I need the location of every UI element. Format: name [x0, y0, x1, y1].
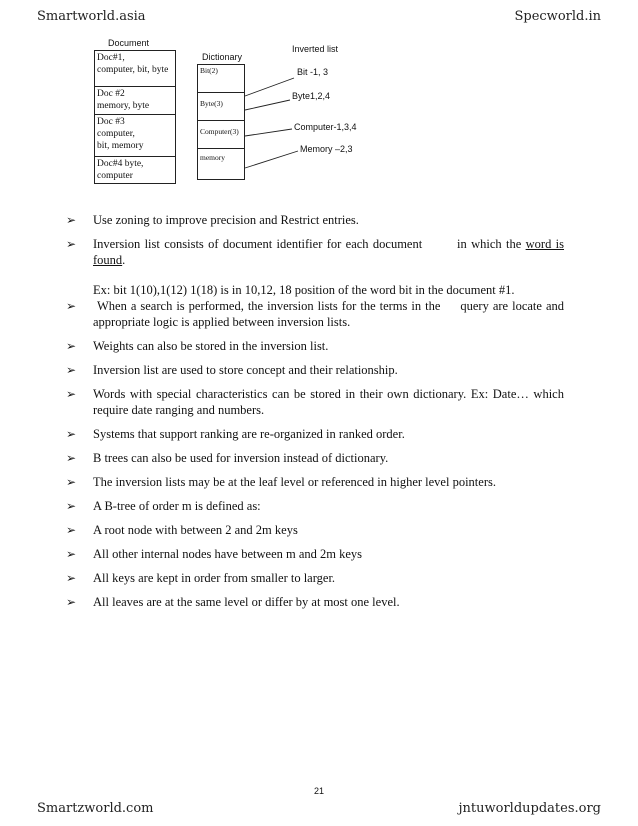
inverted-entry: Memory –2,3: [300, 144, 353, 154]
document-text: Doc#1,: [97, 53, 125, 63]
arrow-bullet-icon: ➢: [66, 363, 77, 377]
document-text: computer, bit, byte: [97, 65, 169, 75]
list-item: [66, 236, 564, 268]
connector-line: [245, 151, 298, 168]
inverted-entry: Byte1,2,4: [292, 91, 331, 101]
document-label: Document: [108, 38, 150, 48]
list-item-text: The inversion lists may be at the leaf level or referenced in higher level pointers.: [93, 475, 496, 489]
list-item-text: All other internal nodes have between m and 2m keys: [93, 547, 363, 561]
list-item: [66, 594, 564, 610]
document-text: Doc #2: [97, 89, 125, 99]
footer-right-text: jntuworldupdates.org: [458, 801, 601, 816]
inverted-entry: Computer-1,3,4: [294, 122, 357, 132]
arrow-bullet-icon: ➢: [66, 475, 77, 489]
list-item-text: Inversion list consists of document identifier for each document in which the: [93, 237, 526, 251]
arrow-bullet-icon: ➢: [66, 339, 77, 353]
arrow-bullet-icon: ➢: [66, 451, 77, 465]
connector-line: [245, 78, 294, 96]
connector-line: [245, 129, 292, 136]
header-right-text: Specworld.in: [514, 9, 601, 24]
document-text: memory, byte: [97, 101, 150, 111]
list-item: [66, 426, 564, 442]
dictionary-cell: Bit(2): [198, 65, 244, 93]
list-item: [66, 338, 564, 354]
list-item-text: A root node with between 2 and 2m keys: [93, 523, 298, 537]
underlined-text: word is: [525, 237, 565, 251]
document-text: bit, memory: [97, 141, 144, 151]
arrow-bullet-icon: ➢: [66, 299, 77, 313]
list-item: [66, 474, 564, 490]
list-item: [66, 498, 564, 514]
list-item-text: A B-tree of order m is defined as:: [93, 499, 261, 513]
list-item-text: .: [122, 253, 126, 267]
arrow-bullet-icon: ➢: [66, 523, 77, 537]
bullet-list: [66, 212, 568, 618]
list-item-text: Use zoning to improve precision and Restrict entries.: [93, 213, 359, 227]
arrow-bullet-icon: ➢: [66, 499, 77, 513]
dictionary-cell: Computer(3): [198, 121, 244, 149]
list-item: [66, 570, 564, 586]
dictionary-cell: Byte(3): [198, 93, 244, 121]
list-item: [66, 546, 564, 562]
list-item-text: Weights can also be stored in the inversion list.: [93, 339, 329, 353]
inverted-entry: Bit -1, 3: [297, 67, 329, 77]
connector-line: [245, 100, 290, 110]
arrow-bullet-icon: ➢: [66, 427, 77, 441]
dictionary-label: Dictionary: [202, 52, 243, 62]
list-item: [66, 450, 564, 466]
list-item-text: Words with special characteristics can be stored in their own dictionary. Ex: Date… which require date ranging and numbers.: [93, 387, 564, 417]
list-item-text: All leaves are at the same level or differ by at most one level.: [93, 595, 400, 609]
example-text: Ex: bit 1(10),1(12) 1(18) is in 10,12, 18 position of the word bit in the document #1.: [93, 283, 515, 297]
footer-left-text: Smartzworld.com: [37, 801, 154, 816]
page-number: 21: [313, 786, 324, 796]
inverted-file-diagram: [0, 0, 638, 200]
arrow-bullet-icon: ➢: [66, 571, 77, 585]
dictionary-cell: memory: [200, 153, 225, 162]
arrow-bullet-icon: ➢: [66, 387, 77, 401]
document-text: computer,: [97, 129, 135, 139]
list-item-text: B trees can also be used for inversion instead of dictionary.: [93, 451, 389, 465]
list-item: [66, 522, 564, 538]
header-left-text: Smartworld.asia: [37, 9, 146, 24]
arrow-bullet-icon: ➢: [66, 213, 77, 227]
arrow-bullet-icon: ➢: [66, 595, 77, 609]
document-text: Doc #3: [97, 117, 125, 127]
list-item: [66, 362, 564, 378]
underlined-text: found: [93, 253, 123, 267]
arrow-bullet-icon: ➢: [66, 547, 77, 561]
document-text: computer: [97, 171, 133, 181]
inverted-list-label: Inverted list: [292, 44, 339, 54]
list-item-text: Systems that support ranking are re-organized in ranked order.: [93, 427, 405, 441]
list-item-text: Inversion list are used to store concept and their relationship.: [93, 363, 398, 377]
document-text: Doc#4 byte,: [97, 159, 144, 169]
list-item: [66, 386, 564, 418]
list-item: [66, 212, 564, 228]
arrow-bullet-icon: ➢: [66, 237, 77, 251]
list-item-text: All keys are kept in order from smaller to larger.: [93, 571, 336, 585]
list-item: [66, 298, 568, 330]
list-item-text: When a search is performed, the inversion lists for the terms in the query are locate and appropriate logic is applied between inversion lists.: [93, 299, 568, 329]
